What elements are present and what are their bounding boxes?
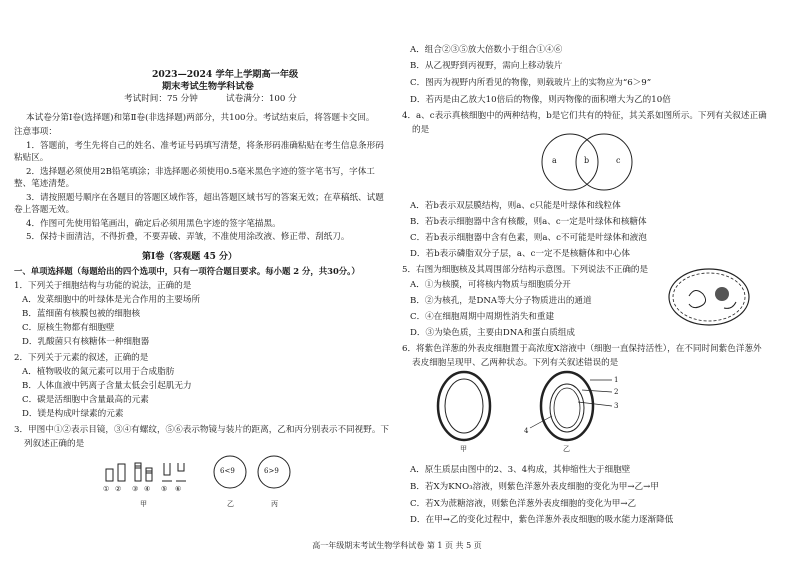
- part-title: 一、单项选择题（每题给出的四个选项中，只有一项符合题目要求。每小题 2 分，共30分。）: [14, 266, 360, 276]
- full-score: 试卷满分：100 分: [226, 94, 297, 104]
- plasmolysis-label-2: 2: [614, 388, 619, 396]
- venn-c: c: [616, 156, 621, 165]
- q5-option-c: C．④在细胞周期中周期性消失和重建: [410, 312, 555, 322]
- question-2-stem: 2．下列关于元素的叙述，正确的是: [14, 353, 149, 363]
- fig-label-6: ⑥: [175, 485, 182, 493]
- plasmolysis-label-1: 1: [614, 376, 619, 384]
- fig-label-2: ②: [115, 485, 122, 493]
- q1-option-d: D．乳酸菌只有核糖体一种细胞器: [22, 337, 150, 347]
- section-title: 第Ⅰ卷（客观题 45 分）: [142, 252, 238, 262]
- page-footer: 高一年级期末考试生物学科试卷 第 1 页 共 5 页: [312, 541, 482, 550]
- nucleus-svg: [664, 266, 754, 328]
- fig-label-3: ③: [132, 485, 139, 493]
- q4-option-c: C．若b表示细胞器中含有色素，则a、c不可能是叶绿体和液泡: [410, 233, 647, 243]
- q4-option-b: B．若b表示细胞器中含有核酸，则a、c一定是叶绿体和核糖体: [410, 217, 647, 227]
- q1-option-c: C．原核生物都有细胞壁: [22, 323, 115, 333]
- q3-option-a: A．组合②③⑤放大倍数小于组合①④⑥: [410, 45, 563, 55]
- circle-yi-text: 6<9: [220, 467, 235, 475]
- nucleus-figure: [664, 266, 754, 328]
- fig-caption-yi: 乙: [227, 500, 234, 508]
- intro-text: 本试卷分第Ⅰ卷(选择题)和第Ⅱ卷(非选择题)两部分，共100分。考试结束后，将答题卡交回。: [26, 113, 375, 123]
- plasmolysis-figure: [432, 366, 632, 456]
- question-6-stem-cont: 表皮细胞呈现甲、乙两种状态。下列有关叙述错误的是: [412, 358, 619, 368]
- notice-title: 注意事项：: [14, 127, 57, 137]
- q6-option-b: B．若X为KNO₃溶液，则紫色洋葱外表皮细胞的变化为甲→乙→甲: [410, 482, 659, 492]
- question-4-stem: 4．a、c表示真核细胞中的两种结构，b是它们共有的特征，其关系如图所示。下列有关叙述正确: [402, 111, 767, 121]
- q4-option-d: D．若b表示磷脂双分子层，a、c一定不是核糖体和中心体: [410, 249, 630, 259]
- venn-b: b: [584, 156, 590, 165]
- notice-item: 2．选择题必须使用2B铅笔填涂；非选择题必须使用0.5毫米黑色字迹的签字笔书写，字体工整、笔迹清楚。: [14, 166, 375, 190]
- plasmolysis-caption-yi: 乙: [563, 445, 570, 453]
- q2-option-d: D．镁是构成叶绿素的元素: [22, 409, 124, 419]
- exam-time: 考试时间：75 分钟: [124, 94, 198, 104]
- q5-option-d: D．③为染色质，主要由DNA和蛋白质组成: [410, 328, 576, 338]
- q2-option-c: C．碳是活细胞中含量最高的元素: [22, 395, 149, 405]
- q2-option-b: B．人体血液中钙离子含量太低会引起肌无力: [22, 381, 192, 391]
- venn-figure: [532, 128, 642, 196]
- q6-option-a: A．原生质层由图中的2、3、4构成，其伸缩性大于细胞壁: [410, 465, 631, 475]
- question-4-stem-cont: 的是: [412, 125, 430, 135]
- q5-option-b: B．②为核孔，是DNA等大分子物质进出的通道: [410, 296, 592, 306]
- plasmolysis-label-4: 4: [524, 427, 529, 435]
- q6-option-c: C．若X为蔗糖溶液，则紫色洋葱外表皮细胞的变化为甲→乙: [410, 499, 637, 509]
- fig-label-5: ⑤: [161, 485, 168, 493]
- microscope-figure: [102, 455, 322, 525]
- question-5-stem: 5．右图为细胞核及其周围部分结构示意图。下列说法不正确的是: [402, 265, 649, 275]
- q3-option-d: D．若丙是由乙放大10倍后的物像，则丙物像的面积增大为乙的10倍: [410, 95, 671, 105]
- notice-item: 3．请按照题号顺序在各题目的答题区域作答，超出答题区域书写的答案无效；在草稿纸、试题卷上答题无效。: [14, 192, 384, 216]
- question-3-stem: 3．甲图中①②表示目镜，③④有螺纹，⑤⑥表示物镜与装片的距离，乙和丙分别表示不同视野。下: [14, 425, 390, 435]
- fig-label-1: ①: [103, 485, 110, 493]
- plasmolysis-svg: [432, 366, 632, 456]
- plasmolysis-label-3: 3: [614, 402, 619, 410]
- fig-caption-bing: 丙: [271, 500, 278, 508]
- fig-label-4: ④: [144, 485, 151, 493]
- notice-item: 4．作图可先使用铅笔画出，确定后必须用黑色字迹的签字笔描黑。: [26, 218, 281, 229]
- question-3-stem-cont: 列叙述正确的是: [24, 439, 85, 449]
- q6-option-d: D．在甲→乙的变化过程中，紫色洋葱外表皮细胞的吸水能力逐渐降低: [410, 515, 674, 525]
- q1-option-b: B．蓝细菌有核膜包被的细胞核: [22, 309, 141, 319]
- q3-option-b: B．从乙视野到丙视野，需向上移动装片: [410, 61, 563, 71]
- notice-list: [14, 140, 384, 244]
- exam-title: 2023—2024 学年上学期高一年级: [152, 69, 299, 80]
- plasmolysis-caption-jia: 甲: [460, 445, 467, 453]
- question-6-stem: 6．将紫色洋葱的外表皮细胞置于高浓度X溶液中（细胞一直保持活性），在不同时间紫色洋葱外: [402, 344, 762, 354]
- exam-subtitle: 期末考试生物学科试卷: [162, 81, 254, 92]
- fig-caption-jia: 甲: [140, 500, 147, 508]
- venn-a: a: [552, 156, 557, 165]
- circle-bing-text: 6>9: [264, 467, 279, 475]
- q2-option-a: A．植物吸收的氮元素可以用于合成脂肪: [22, 367, 175, 377]
- q3-option-c: C．图丙为视野内所看见的物像，则载玻片上的实物应为“6＞9”: [410, 78, 652, 88]
- notice-item: 1．答题前，考生先将自己的姓名、准考证号码填写清楚，将条形码准确粘贴在考生信息条形码粘贴区。: [14, 141, 384, 164]
- q4-option-a: A．若b表示双层膜结构，则a、c只能是叶绿体和线粒体: [410, 201, 621, 211]
- notice-item: 5．保持卡面清洁，不得折叠，不要弄破、弄皱，不准使用涂改液、修正带、刮纸刀。: [26, 232, 350, 243]
- q1-option-a: A．发菜细胞中的叶绿体是光合作用的主要场所: [22, 295, 201, 305]
- question-1-stem: 1．下列关于细胞结构与功能的说法，正确的是: [14, 281, 192, 291]
- q5-option-a: A．①为核膜，可将核内物质与细胞质分开: [410, 280, 571, 290]
